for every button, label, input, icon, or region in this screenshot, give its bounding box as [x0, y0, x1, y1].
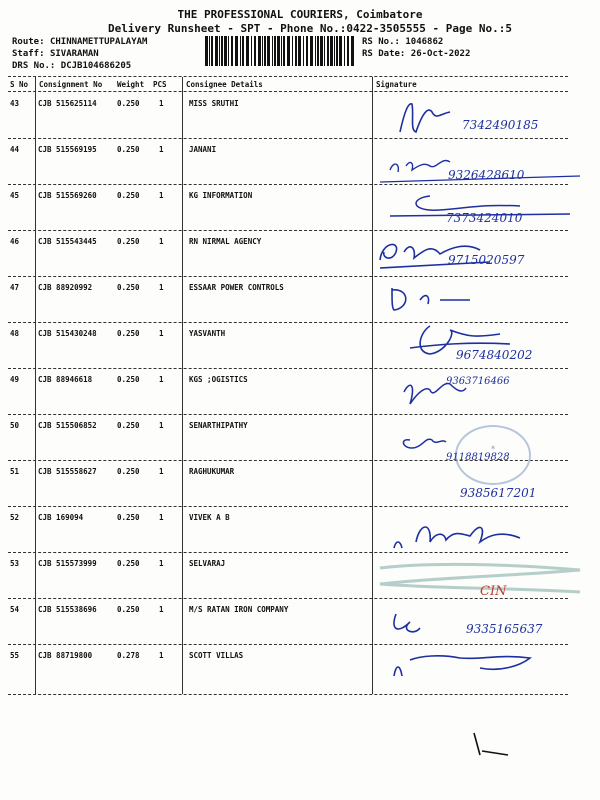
- barcode-bar: [303, 36, 304, 66]
- sno-cell: 51: [10, 467, 20, 476]
- pcs-cell: 1: [159, 145, 164, 154]
- barcode-bar: [231, 36, 233, 66]
- signature-phone-54: 9335165637: [466, 622, 543, 636]
- rs-date-label: RS Date:: [362, 49, 406, 59]
- sno-cell: 50: [10, 421, 20, 430]
- column-header-sno: S No: [10, 80, 29, 89]
- weight-cell: 0.250: [117, 375, 140, 384]
- pcs-cell: 1: [159, 605, 164, 614]
- stamp-mark: ✶: [490, 444, 496, 452]
- sno-cell: 52: [10, 513, 20, 522]
- consignment-cell: CJB 515543445: [38, 237, 97, 246]
- sno-cell: 49: [10, 375, 20, 384]
- barcode-bar: [306, 36, 308, 66]
- signature-47: [370, 278, 590, 328]
- barcode-bar: [274, 36, 276, 66]
- consignee-cell: YASVANTH: [189, 329, 226, 338]
- consignee-cell: KGS ;OGISTICS: [189, 375, 248, 384]
- handwritten-tick-mark: [470, 725, 520, 765]
- signature-initials-53: CIN: [480, 584, 507, 599]
- barcode-bar: [235, 36, 238, 66]
- consignee-cell: M/S RATAN IRON COMPANY: [189, 605, 289, 614]
- barcode-bar: [298, 36, 301, 66]
- signature-phone-51: 9385617201: [460, 486, 537, 500]
- consignee-cell: SENARTHIPATHY: [189, 421, 248, 430]
- barcode-bar: [351, 36, 354, 66]
- runsheet-subtitle: Delivery Runsheet - SPT - Phone No.:0422-3505555 - Page No.:5: [108, 22, 512, 35]
- weight-cell: 0.250: [117, 99, 140, 108]
- column-header-consignment: Consignment No: [39, 80, 103, 89]
- rs-no-line: [362, 37, 443, 47]
- weight-cell: 0.278: [117, 651, 140, 660]
- sno-cell: 46: [10, 237, 20, 246]
- barcode-bar: [344, 36, 345, 66]
- barcode-bar: [219, 36, 220, 66]
- route-value: CHINNAMETTUPALAYAM: [49, 37, 148, 47]
- barcode-bar: [283, 36, 285, 66]
- barcode-bar: [228, 36, 229, 66]
- barcode-bar: [347, 36, 349, 66]
- barcode-bar: [324, 36, 325, 66]
- consignee-cell: MISS SRUTHI: [189, 99, 239, 108]
- column-header-pcs: PCS: [153, 80, 167, 89]
- barcode-bar: [215, 36, 218, 66]
- pcs-cell: 1: [159, 237, 164, 246]
- pcs-cell: 1: [159, 375, 164, 384]
- sno-cell: 44: [10, 145, 20, 154]
- staff-line: [12, 49, 99, 59]
- pcs-cell: 1: [159, 329, 164, 338]
- signature-phone-45: 7373424010: [446, 211, 523, 225]
- signature-48: [370, 322, 590, 372]
- route-label: Route:: [12, 37, 45, 47]
- consignment-cell: CJB 515625114: [38, 99, 97, 108]
- consignee-cell: SCOTT VILLAS: [189, 651, 244, 660]
- barcode-bar: [221, 36, 223, 66]
- pcs-cell: 1: [159, 421, 164, 430]
- barcode-bar: [211, 36, 213, 66]
- weight-cell: 0.250: [117, 191, 140, 200]
- weight-cell: 0.250: [117, 467, 140, 476]
- weight-cell: 0.250: [117, 421, 140, 430]
- barcode-bar: [334, 36, 335, 66]
- consignment-cell: CJB 88719800: [38, 651, 93, 660]
- drs-label: DRS No.:: [12, 61, 56, 71]
- rs-no-label: RS No.:: [362, 37, 400, 47]
- weight-cell: 0.250: [117, 605, 140, 614]
- signature-phone-46: 9715020597: [448, 253, 525, 267]
- barcode-bar: [281, 36, 282, 66]
- consignment-cell: CJB 88946618: [38, 375, 93, 384]
- consignee-cell: JANANI: [189, 145, 217, 154]
- weight-cell: 0.250: [117, 145, 140, 154]
- consignee-cell: RN NIRMAL AGENCY: [189, 237, 262, 246]
- staff-value: SIVARAMAN: [49, 49, 99, 59]
- consignment-cell: CJB 515569260: [38, 191, 97, 200]
- pcs-cell: 1: [159, 559, 164, 568]
- sno-cell: 53: [10, 559, 20, 568]
- barcode-bar: [209, 36, 210, 66]
- consignment-cell: CJB 515569195: [38, 145, 97, 154]
- company-title: THE PROFESSIONAL COURIERS, Coimbatore: [177, 8, 423, 21]
- barcode-bar: [272, 36, 273, 66]
- drs-value: DCJB104686205: [60, 61, 132, 71]
- weight-cell: 0.250: [117, 283, 140, 292]
- barcode-image: [205, 36, 355, 66]
- barcode-bar: [287, 36, 290, 66]
- signature-55: [370, 644, 590, 694]
- sno-cell: 54: [10, 605, 20, 614]
- barcode-bar: [240, 36, 241, 66]
- barcode-bar: [317, 36, 319, 66]
- weight-cell: 0.250: [117, 559, 140, 568]
- barcode-bar: [320, 36, 323, 66]
- barcode-bar: [224, 36, 227, 66]
- consignment-cell: CJB 515430248: [38, 329, 97, 338]
- barcode-bar: [267, 36, 270, 66]
- drs-line: [12, 61, 131, 71]
- sno-cell: 43: [10, 99, 20, 108]
- signature-phone-49: 9363716466: [446, 376, 510, 387]
- barcode-bar: [310, 36, 313, 66]
- signature-phone-44: 9326428610: [448, 168, 525, 182]
- route-line: [12, 37, 147, 47]
- barcode-bar: [254, 36, 256, 66]
- sno-cell: 55: [10, 651, 20, 660]
- signature-phone-50: 9118819828: [446, 452, 510, 463]
- pcs-cell: 1: [159, 467, 164, 476]
- staff-label: Staff:: [12, 49, 45, 59]
- rs-date-value: 26-Oct-2022: [410, 49, 471, 59]
- consignment-cell: CJB 515506852: [38, 421, 97, 430]
- rs-date-line: [362, 49, 470, 59]
- signature-44: [370, 140, 590, 190]
- sno-cell: 45: [10, 191, 20, 200]
- barcode-bar: [292, 36, 293, 66]
- consignee-cell: SELVARAJ: [189, 559, 226, 568]
- barcode-bar: [295, 36, 297, 66]
- weight-cell: 0.250: [117, 237, 140, 246]
- rs-no-value: 1046862: [405, 37, 444, 47]
- column-header-weight: Weight: [117, 80, 145, 89]
- header-divider-top: [8, 76, 568, 77]
- pcs-cell: 1: [159, 191, 164, 200]
- signature-phone-43: 7342490185: [462, 118, 539, 132]
- pcs-cell: 1: [159, 283, 164, 292]
- sno-cell: 48: [10, 329, 20, 338]
- consignment-cell: CJB 88920992: [38, 283, 93, 292]
- consignee-cell: ESSAAR POWER CONTROLS: [189, 283, 284, 292]
- consignment-cell: CJB 515558627: [38, 467, 97, 476]
- weight-cell: 0.250: [117, 329, 140, 338]
- barcode-bar: [336, 36, 338, 66]
- signature-phone-48: 9674840202: [456, 348, 533, 362]
- barcode-bar: [339, 36, 342, 66]
- consignment-cell: CJB 515538696: [38, 605, 97, 614]
- barcode-bar: [327, 36, 329, 66]
- header-divider-bottom: [8, 91, 568, 92]
- barcode-bar: [205, 36, 208, 66]
- consignment-cell: CJB 169094: [38, 513, 84, 522]
- pcs-cell: 1: [159, 99, 164, 108]
- barcode-bar: [251, 36, 252, 66]
- table-bottom-divider: [8, 694, 568, 695]
- signature-52: [370, 512, 590, 562]
- barcode-bar: [264, 36, 266, 66]
- barcode-bar: [258, 36, 261, 66]
- barcode-bar: [277, 36, 280, 66]
- consignment-cell: CJB 515573999: [38, 559, 97, 568]
- column-header-signature: Signature: [376, 80, 417, 89]
- consignee-cell: KG INFORMATION: [189, 191, 253, 200]
- pcs-cell: 1: [159, 651, 164, 660]
- sno-cell: 47: [10, 283, 20, 292]
- column-header-consignee: Consignee Details: [186, 80, 263, 89]
- pcs-cell: 1: [159, 513, 164, 522]
- barcode-bar: [246, 36, 249, 66]
- barcode-bar: [330, 36, 333, 66]
- consignee-cell: RAGHUKUMAR: [189, 467, 235, 476]
- consignee-cell: VIVEK A B: [189, 513, 230, 522]
- barcode-bar: [242, 36, 244, 66]
- barcode-bar: [315, 36, 316, 66]
- weight-cell: 0.250: [117, 513, 140, 522]
- barcode-bar: [262, 36, 263, 66]
